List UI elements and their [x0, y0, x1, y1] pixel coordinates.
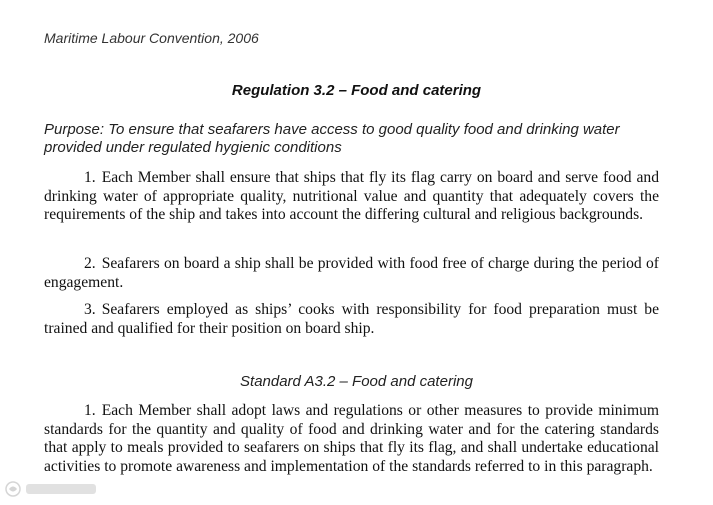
- paragraph-number: 1.: [84, 402, 96, 419]
- regulation-title: Regulation 3.2 – Food and catering: [231, 82, 482, 99]
- regulation-paragraph-3: [44, 301, 659, 338]
- standard-paragraph-1: [44, 402, 659, 476]
- paragraph-text: Each Member shall ensure that ships that fly its flag carry on board and serve food and drinking water of appropriate quality, nutritional value and quantity that adequately covers the requirements of the ship and takes into account the differing cultural and religious backgrounds.: [44, 169, 659, 224]
- regulation-paragraph-1: [44, 169, 659, 225]
- running-header: Maritime Labour Convention, 2006: [44, 30, 259, 46]
- standard-title: Standard A3.2 – Food and catering: [240, 373, 473, 390]
- paragraph-text: Seafarers employed as ships’ cooks with responsibility for food preparation must be trained and qualified for their position on board ship.: [44, 301, 659, 337]
- paragraph-number: 1.: [84, 169, 96, 186]
- regulation-purpose: Purpose: To ensure that seafarers have access to good quality food and drinking water provided under regulated hygienic conditions: [44, 121, 620, 156]
- regulation-paragraph-2: [44, 255, 659, 292]
- logo-watermark-icon: [4, 480, 104, 498]
- paragraph-text: Each Member shall adopt laws and regulations or other measures to provide minimum standards for the quantity and quality of food and drinking water and for the catering standards that apply to meals provided to seafarers on ships that fly its flag, and shall undertake educational activities to promote awareness and implementation of the standards referred to in this paragraph.: [44, 402, 659, 475]
- paragraph-number: 2.: [84, 255, 96, 272]
- paragraph-text: Seafarers on board a ship shall be provided with food free of charge during the period of engagement.: [44, 255, 659, 291]
- paragraph-number: 3.: [84, 301, 96, 318]
